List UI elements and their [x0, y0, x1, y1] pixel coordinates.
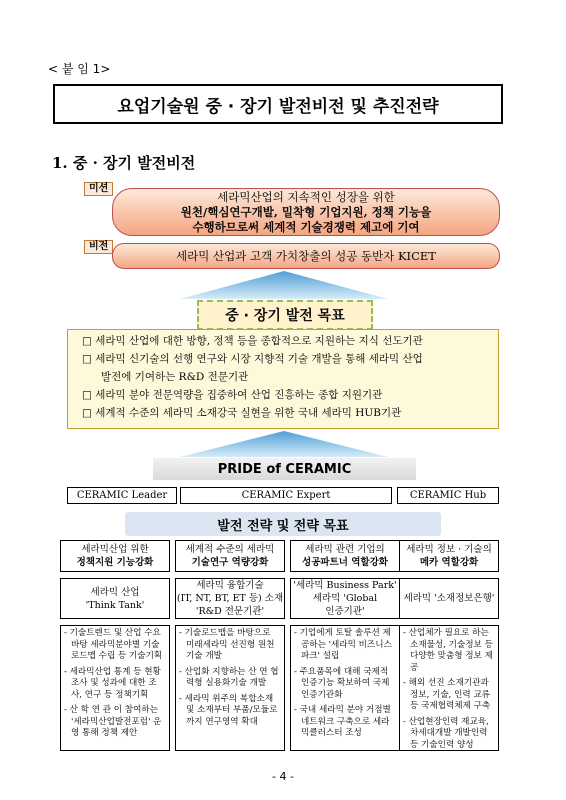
column-header-line-2: 메카 역할강화 [419, 557, 479, 568]
detail-item: - 기업에게 토탈 솔루션 제공하는 '세라믹 비즈니스 파크' 설립 [294, 628, 392, 661]
column-target-line-1: '세라믹 Business Park' [293, 580, 397, 591]
column-header-line-2: 정책지원 기능강화 [76, 557, 154, 568]
up-arrow-2 [180, 431, 388, 457]
goal-item-2-cont: 발전에 기여하는 R&D 전문기관 [101, 371, 249, 383]
mission-line-2: 원천/핵심연구개발, 밀착형 기업지원, 정책 기능을 [180, 204, 432, 219]
column-target-line-3: 'R&D 전문기관' [195, 606, 265, 617]
column-target [60, 578, 170, 619]
strategy-column-3 [290, 540, 400, 751]
vision-text: 세라믹 산업과 고객 가치창출의 성공 동반자 KICET [176, 249, 436, 263]
pillar-leader: CERAMIC Leader [67, 487, 177, 504]
detail-item: - 세라믹산업 통계 등 현황 조사 및 성과에 대한 조사, 연구 등 정책기획 [64, 666, 161, 700]
mission-line-3: 수행하므로써 세계적 기술경쟁력 제고에 기여 [192, 219, 420, 234]
goals-box [67, 329, 499, 429]
pride-banner: PRIDE of CERAMIC [153, 458, 416, 480]
strategy-heading: 발전 전략 및 전략 목표 [125, 512, 441, 536]
mission-tag: 미션 [84, 182, 113, 196]
column-target [399, 578, 499, 619]
page-title: 요업기술원 중 · 장기 발전비전 및 추진전략 [53, 84, 503, 124]
column-target-line-1: 세라믹 '소재정보은행' [403, 593, 495, 604]
detail-item: - 산업체가 필요로 하는 소재물성, 기술정보 등 다양한 맞춤형 정보 제공 [403, 628, 493, 673]
column-details [399, 625, 499, 751]
column-header [175, 540, 285, 572]
goal-item-2: □ 세라믹 신기술의 선행 연구와 시장 지향적 기술 개발을 통해 세라믹 산업 [82, 353, 423, 365]
detail-item: - 주요품목에 대해 국제적 인증기능 확보하여 국제인증기관화 [294, 666, 390, 700]
column-target-line-2: 세라믹 'Global [312, 593, 378, 604]
strategy-column-4 [399, 540, 499, 751]
detail-item: - 해외 선진 소재기관과 정보, 기술, 인력 교류 등 국제협력체제 구축 [403, 678, 491, 711]
page-number: - 4 - [272, 770, 294, 783]
column-target-line-3: 인증기관' [325, 606, 365, 617]
goal-item-3: □ 세라믹 분야 전문역량을 집중하여 산업 진흥하는 종합 지원기관 [82, 389, 383, 401]
column-target-line-2: (IT, NT, BT, ET 등) 소재 [176, 593, 284, 604]
pillar-hub: CERAMIC Hub [397, 487, 499, 504]
vision-tag: 비전 [84, 240, 113, 254]
goals-heading: 중 · 장기 발전 목표 [197, 300, 373, 330]
strategy-column-2 [175, 540, 285, 751]
goal-item-1: □ 세라믹 산업에 대한 방향, 정책 등을 종합적으로 지원하는 지식 선도기관 [82, 335, 423, 347]
goal-item-4: □ 세계적 수준의 세라믹 소재강국 실현을 위한 국내 세라믹 HUB기관 [82, 407, 402, 419]
mission-box [112, 188, 500, 236]
column-target [175, 578, 285, 619]
column-details [60, 625, 170, 751]
column-header-line-1: 세라믹산업 위한 [81, 544, 149, 555]
detail-item: - 기술트렌드 및 산업 수요 바탕 세라믹분야별 기술 로드맵 수립 등 기술기획 [64, 628, 163, 661]
attachment-label: < 붙 임 1> [48, 62, 111, 76]
mission-line-1: 세라믹산업의 지속적인 성장을 위한 [217, 189, 395, 204]
detail-item: - 산 학 연 관 이 참여하는 '세라믹산업발전포럼' 운영 통해 정책 제안 [64, 705, 162, 738]
detail-item: - 세라믹 위주의 복합소재 및 소재부터 부품/모듈로까지 연구영역 확대 [179, 693, 278, 727]
column-header-line-1: 세라믹 정보 · 기술의 [406, 544, 492, 555]
column-header-line-1: 세라믹 관련 기업의 [305, 544, 385, 555]
column-target-line-2: 'Think Tank' [85, 599, 145, 611]
up-arrow-1 [180, 271, 388, 299]
vision-box [112, 243, 500, 269]
column-details [175, 625, 285, 751]
pillar-expert: CERAMIC Expert [180, 487, 392, 504]
column-target-line-1: 세라믹 융합기술 [196, 580, 264, 591]
detail-item: - 산업화 지향하는 산 연 협력형 실용화기술 개발 [179, 666, 279, 688]
detail-item: - 국내 세라믹 분야 거점별 네트워크 구축으로 세라믹클러스터 조성 [294, 705, 391, 738]
column-header-line-2: 성공파트너 역할강화 [302, 557, 388, 568]
section-heading: 1. 중 · 장기 발전비전 [52, 154, 196, 172]
detail-item: - 산업현장인력 재교육, 차세대개발 개발인력 등 기술인력 양성 [403, 716, 489, 750]
column-target-line-1: 세라믹 산업 [90, 586, 140, 598]
detail-item: - 기술로드맵을 바탕으로 미래세라믹 선진형 원천기술 개발 [179, 628, 275, 661]
column-header-line-2: 기술연구 역량강화 [191, 557, 269, 568]
column-header [290, 540, 400, 572]
column-header-line-1: 세계적 수준의 세라믹 [185, 544, 275, 555]
column-target [290, 578, 400, 619]
column-header [399, 540, 499, 572]
strategy-column-1 [60, 540, 170, 751]
column-header [60, 540, 170, 572]
column-details [290, 625, 400, 751]
